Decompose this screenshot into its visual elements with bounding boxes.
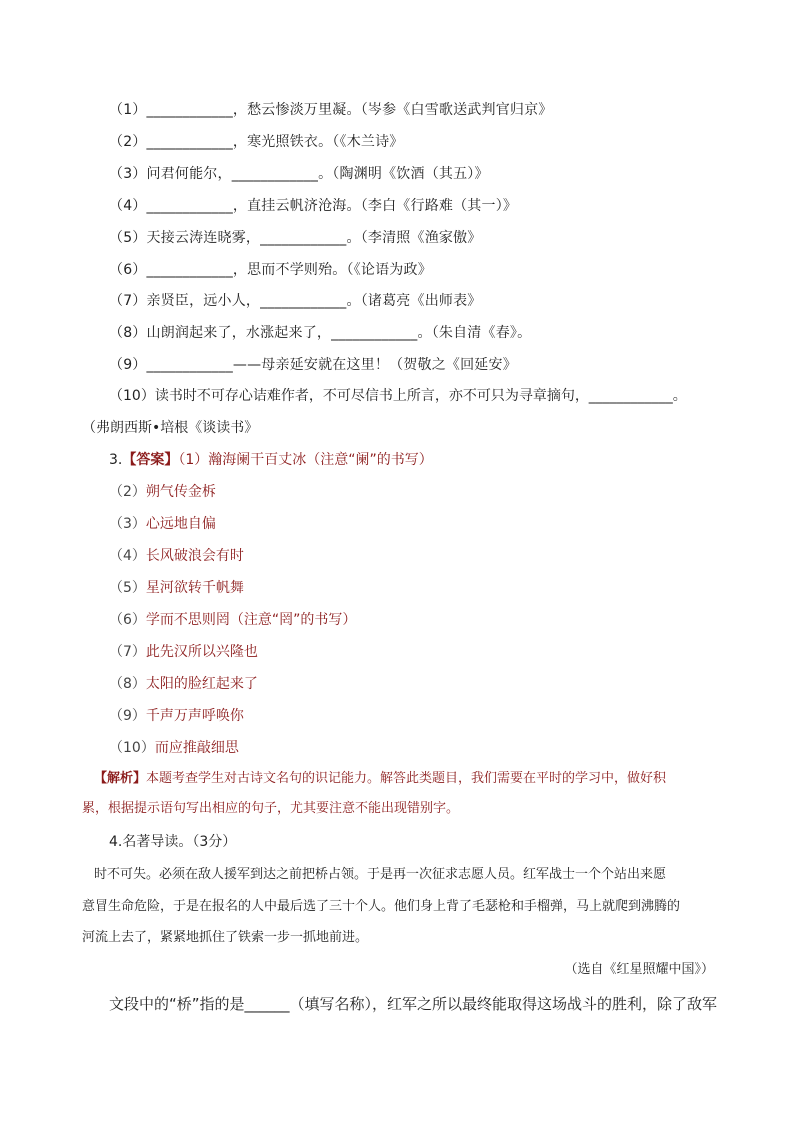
answer-item-text: 长风破浪会有时: [145, 548, 244, 564]
answer-item-text: 星河欲转千帆舞: [145, 580, 244, 596]
answer-tag: 【答案】: [122, 452, 179, 468]
passage-source: （选自《红星照耀中国》）: [564, 962, 714, 977]
answer-item: [109, 483, 216, 501]
answer-item-text: 学而不思则罔（注意“罔”的书写）: [145, 612, 357, 628]
answer-item-number: （6）: [109, 612, 146, 628]
question-line-8: （8）山朗润起来了，水涨起来了，____________。（朱自清《春》。: [109, 325, 532, 341]
answer-item-number: （9）: [109, 708, 146, 724]
answer-number: 3.: [109, 452, 123, 468]
answer-item-number: （7）: [109, 644, 146, 660]
analysis-line-2: 累，根据提示语句写出相应的句子，尤其要注意不能出现错别字。: [82, 801, 460, 816]
answer-item-text: 此先汉所以兴隆也: [145, 644, 258, 660]
answer-item-1: （1）瀚海阑干百丈冰（注意“阑”的书写）: [178, 452, 433, 468]
analysis-line-1: [94, 770, 666, 788]
section-question: 文段中的“桥”指的是______（填写名称），红军之所以最终能取得这场战斗的胜利，除了敌军: [109, 995, 718, 1013]
section-title: 4.名著导读。（3分）: [109, 834, 237, 850]
question-line-6: （6）____________，思而不学则殆。（《论语为政》: [109, 262, 432, 278]
question-line-10: （10）读书时不可存心诘难作者，不可尽信书上所言，亦不可只为寻章摘句，____________。: [109, 388, 687, 404]
answer-item-number: （3）: [109, 516, 146, 532]
answer-header: [109, 451, 433, 469]
answer-item-number: （2）: [109, 484, 146, 500]
answer-item-number: （10）: [109, 740, 155, 756]
question-line-4: （4）____________，直挂云帆济沧海。（李白《行路难（其一）》: [109, 198, 518, 214]
answer-item: [109, 707, 244, 725]
answer-item: [109, 547, 244, 565]
question-line-5: （5）天接云涛连晓雾，____________。（李清照《渔家傲》: [109, 230, 482, 246]
answer-item-text: 而应推敲细思: [154, 740, 239, 756]
answer-item: [109, 643, 258, 661]
passage-line-2: 意冒生命危险，于是在报名的人中最后选了三十个人。他们身上背了毛瑟枪和手榴弹，马上就爬到沸腾的: [82, 899, 681, 914]
question-line-1: （1）____________，愁云惨淡万里凝。（岑参《白雪歌送武判官归京》: [109, 102, 553, 118]
analysis-text-1: 本题考查学生对古诗文名句的识记能力。解答此类题目，我们需要在平时的学习中，做好积: [146, 771, 667, 786]
passage-line-3: 河流上去了，紧紧地抓住了铁索一步一抓地前进。: [82, 930, 369, 945]
answer-item-text: 朔气传金柝: [145, 484, 216, 500]
analysis-tag: 【解析】: [94, 771, 147, 786]
question-line-9: （9）____________——母亲延安就在这里！（贺敬之《回延安》: [109, 357, 517, 373]
question-line-7: （7）亲贤臣，远小人，____________。（诸葛亮《出师表》: [109, 293, 482, 309]
answer-item: [109, 675, 258, 693]
answer-item-number: （5）: [109, 580, 146, 596]
answer-item-text: 心远地自偏: [145, 516, 216, 532]
question-line-2: （2）____________，寒光照铁衣。（《木兰诗》: [109, 134, 404, 150]
answer-item-text: 太阳的脸红起来了: [145, 676, 258, 692]
answer-item-text: 千声万声呼唤你: [145, 708, 244, 724]
answer-item: [109, 579, 244, 597]
answer-item: [109, 739, 239, 757]
passage-line-1: 时不可失。必须在敌人援军到达之前把桥占领。于是再一次征求志愿人员。红军战士一个个站出来愿: [94, 867, 667, 882]
answer-item: [109, 611, 356, 629]
answer-item-number: （8）: [109, 676, 146, 692]
answer-item: [109, 515, 216, 533]
question-line-10-source: （弗朗西斯•培根《谈读书》: [82, 420, 259, 436]
question-line-3: （3）问君何能尔，____________。（陶渊明《饮酒（其五）》: [109, 166, 489, 182]
answer-item-number: （4）: [109, 548, 146, 564]
